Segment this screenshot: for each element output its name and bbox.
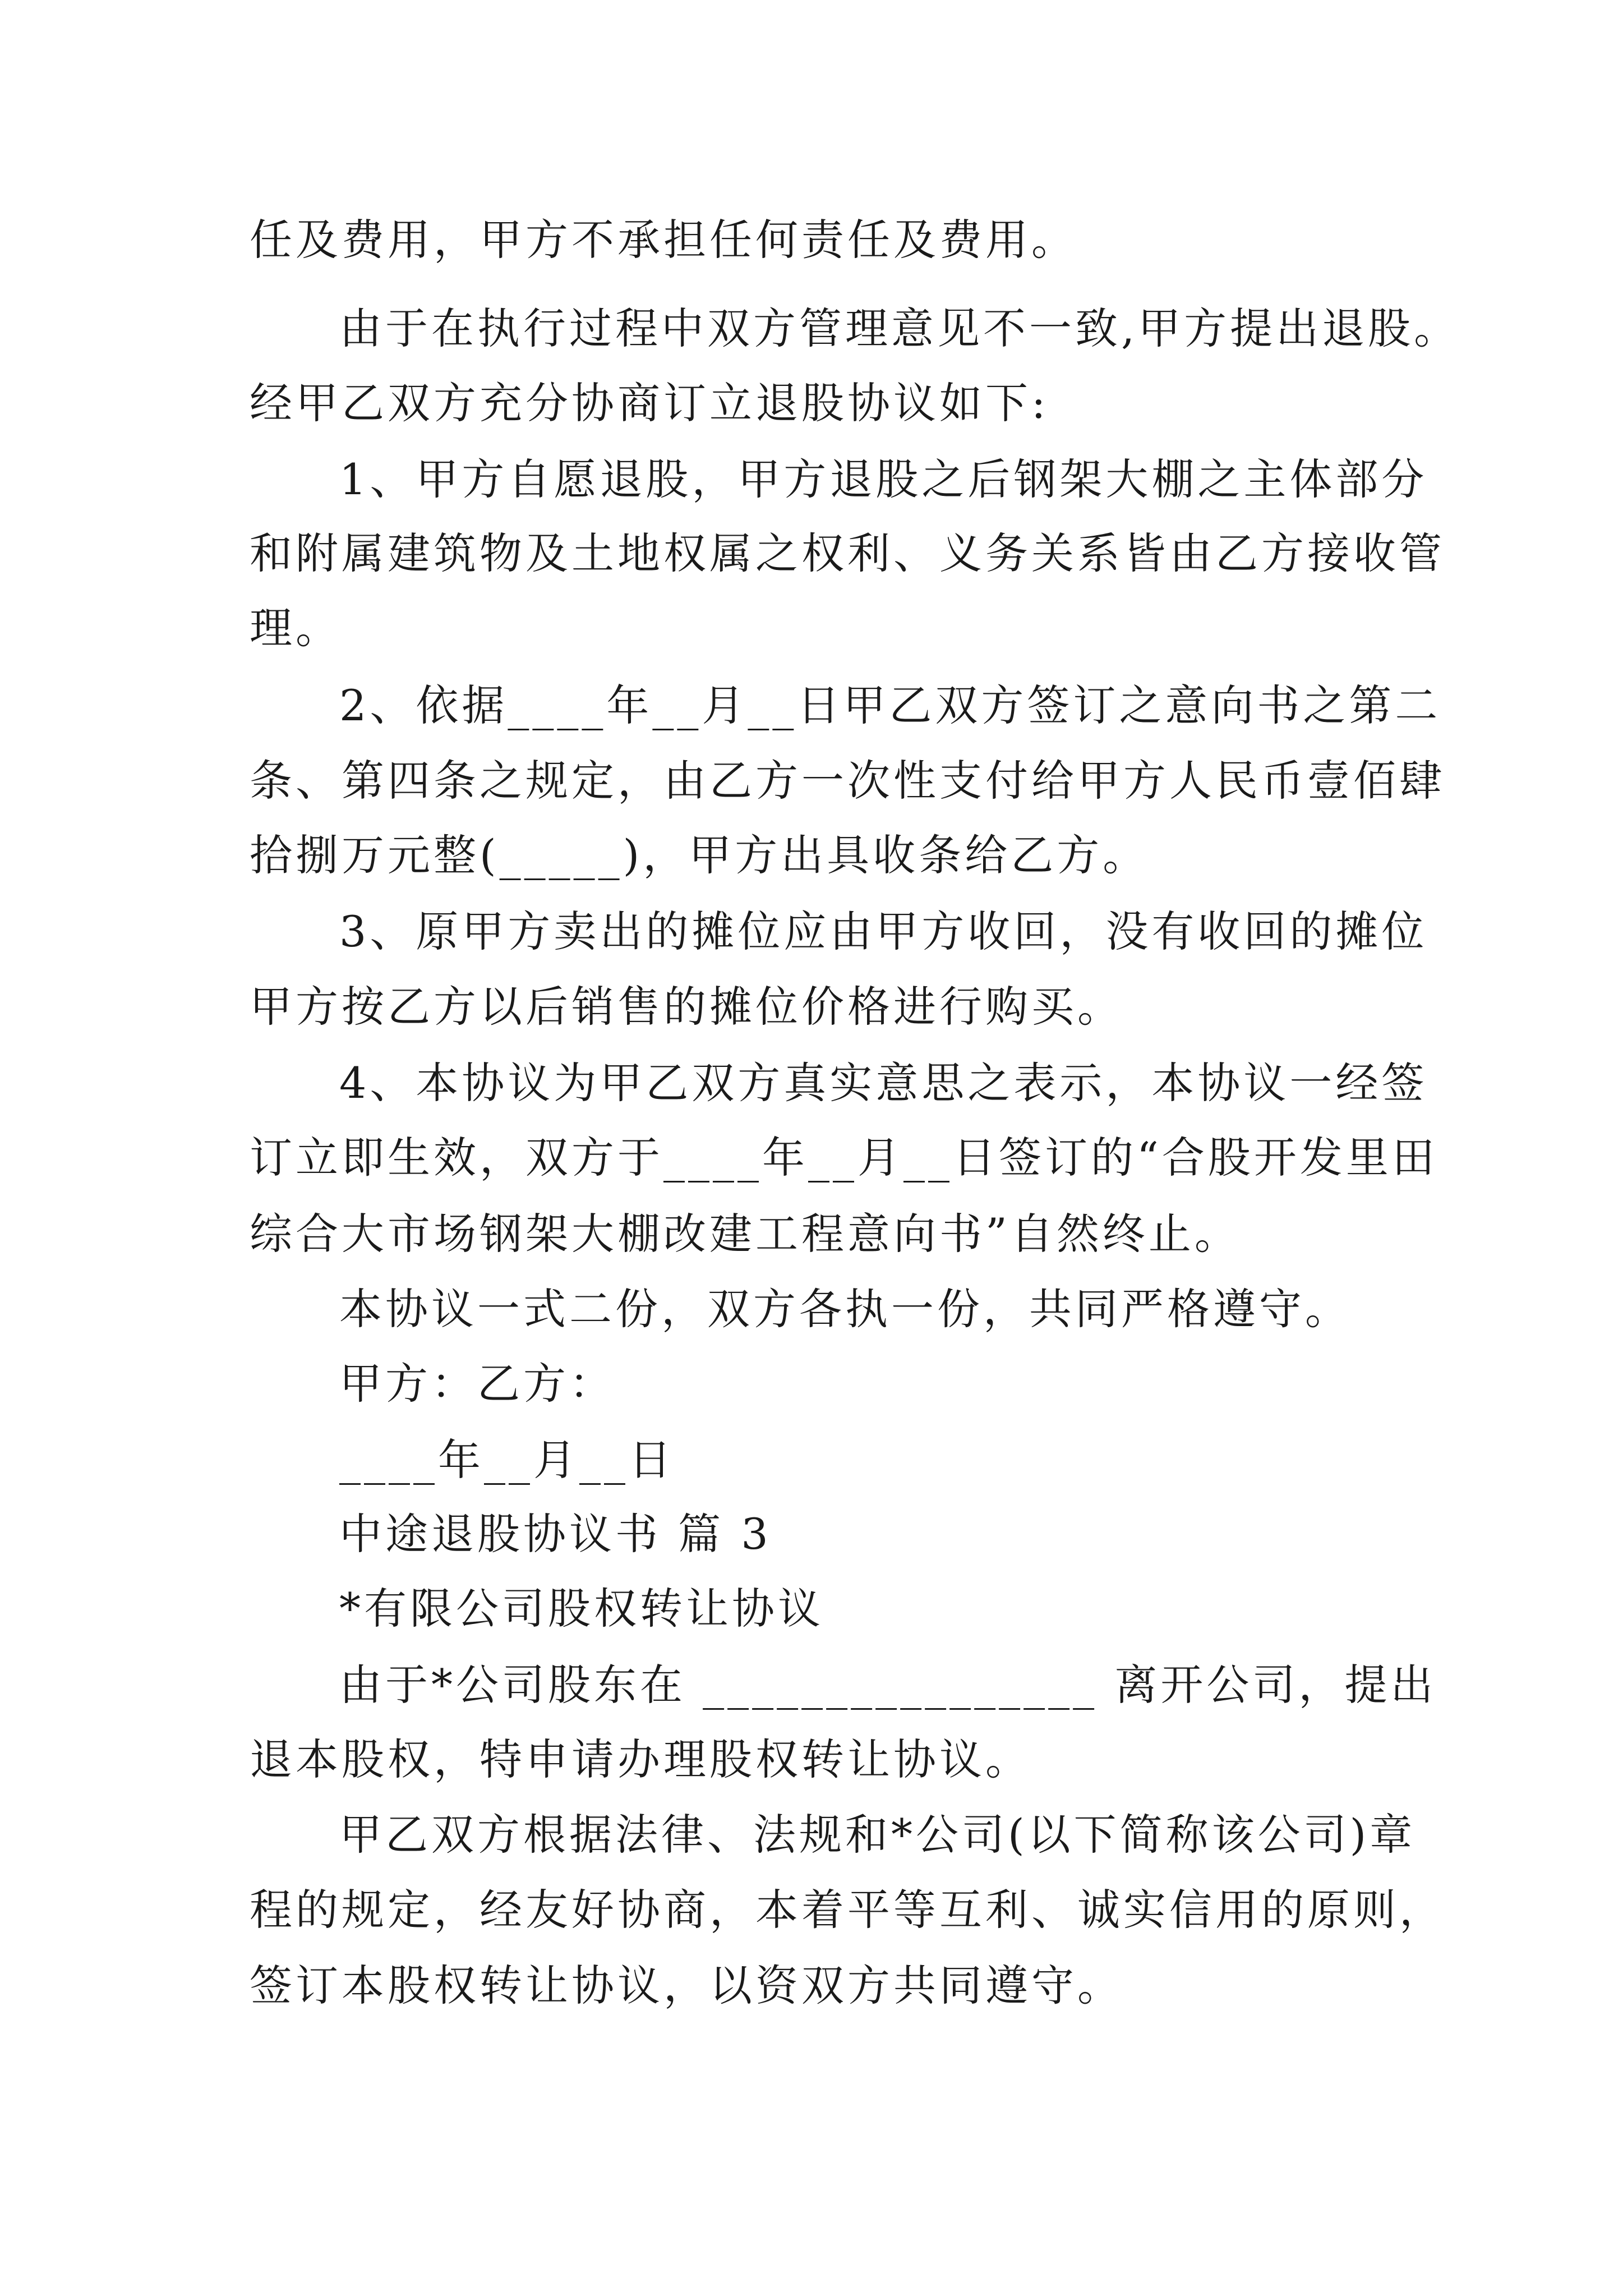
text-line: 经甲乙双方充分协商订立退股协议如下: [250, 378, 1049, 428]
agreement-title: *有限公司股权转让协议 [339, 1584, 824, 1634]
text-line: 综合大市场钢架大棚改建工程意向书”自然终止。 [250, 1209, 1241, 1259]
signature-date: ____年__月__日 [339, 1435, 675, 1485]
text-line: 4、本协议为甲乙双方真实意思之表示，本协议一经签 [339, 1058, 1428, 1108]
text-line: 拾捌万元整(_____)，甲方出具收条给乙方。 [250, 830, 1149, 880]
text-line: 甲方按乙方以后销售的摊位价格进行购买。 [250, 982, 1123, 1032]
text-line: 任及费用，甲方不承担任何责任及费用。 [250, 215, 1077, 265]
signature-parties: 甲方：乙方： [339, 1359, 615, 1409]
text-line: 3、原甲方卖出的摊位应由甲方收回，没有收回的摊位 [339, 907, 1428, 956]
text-line: 甲乙双方根据法律、法规和*公司(以下简称该公司)章 [339, 1810, 1416, 1860]
text-line: 由于在执行过程中双方管理意见不一致,甲方提出退股。 [339, 303, 1460, 353]
text-line: 订立即生效，双方于____年__月__日签订的“合股开发里田 [250, 1133, 1438, 1182]
text-line: 本协议一式二份，双方各执一份，共同严格遵守。 [339, 1284, 1351, 1334]
text-line: 签订本股权转让协议，以资双方共同遵守。 [250, 1961, 1123, 2010]
text-line: 程的规定，经友好协商，本着平等互利、诚实信用的原则， [250, 1885, 1445, 1935]
text-line: 和附属建筑物及土地权属之权利、义务关系皆由乙方接收管 [250, 528, 1445, 578]
text-line: 1、甲方自愿退股，甲方退股之后钢架大棚之主体部分 [339, 454, 1428, 504]
section-heading: 中途退股协议书 篇 3 [339, 1509, 772, 1559]
text-line: 条、第四条之规定，由乙方一次性支付给甲方人民币壹佰肆 [250, 756, 1445, 806]
text-line: 退本股权，特申请办理股权转让协议。 [250, 1734, 1031, 1784]
text-line: 由于*公司股东在 ________________ 离开公司，提出 [339, 1660, 1437, 1710]
text-line: 理。 [250, 603, 342, 653]
text-line: 2、依据____年__月__日甲乙双方签订之意向书之第二 [339, 680, 1441, 730]
